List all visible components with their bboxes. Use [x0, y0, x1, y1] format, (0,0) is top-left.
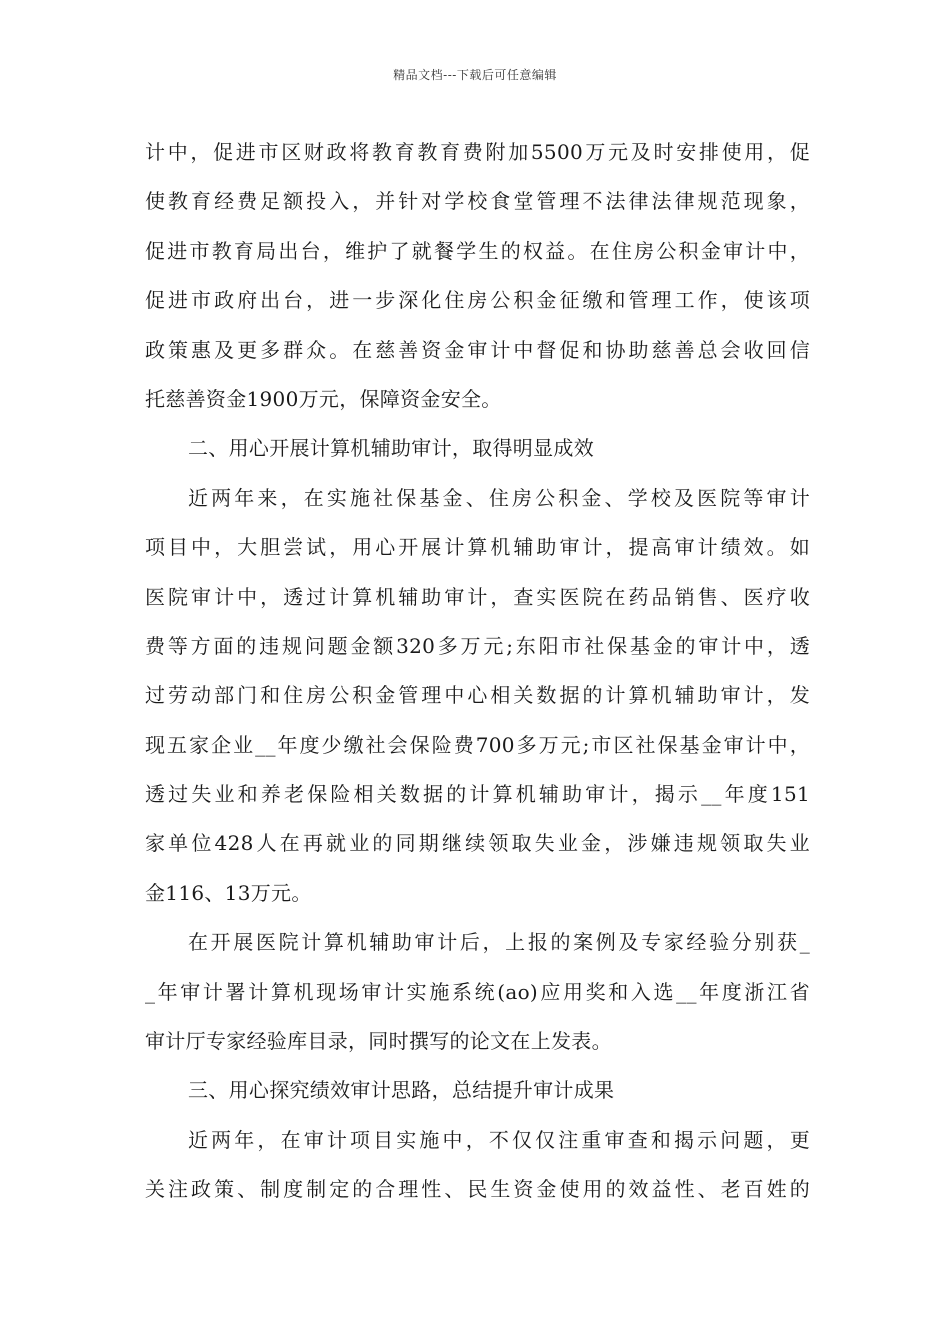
text-line: 项目中，大胆尝试，用心开展计算机辅助审计，提高审计绩效。如 — [145, 535, 810, 560]
text-line: _年审计署计算机现场审计实施系统(ao)应用奖和入选__年度浙江省 — [145, 979, 810, 1004]
text-line: 托慈善资金1900万元，保障资金安全。 — [145, 386, 502, 411]
text-line: 关注政策、制度制定的合理性、民生资金使用的效益性、老百姓的 — [145, 1177, 810, 1202]
text-line: 医院审计中，透过计算机辅助审计，查实医院在药品销售、医疗收 — [145, 584, 810, 609]
text-line: 现五家企业__年度少缴社会保险费700多万元;市区社保基金审计中， — [145, 732, 810, 757]
text-line: 透过失业和养老保险相关数据的计算机辅助审计，揭示__年度151 — [145, 782, 810, 807]
text-line: 使教育经费足额投入，并针对学校食堂管理不法律法律规范现象， — [145, 189, 810, 214]
text-line: 计中，促进市区财政将教育教育费附加5500万元及时安排使用，促 — [145, 140, 810, 164]
text-line: 在开展医院计算机辅助审计后，上报的案例及专家经验分别获_ — [188, 930, 810, 955]
text-line: 促进市政府出台，进一步深化住房公积金征缴和管理工作，使该项 — [145, 288, 810, 313]
text-line: 三、用心探究绩效审计思路，总结提升审计成果 — [188, 1078, 615, 1103]
text-line: 近两年，在审计项目实施中，不仅仅注重审查和揭示问题，更 — [188, 1127, 810, 1152]
text-line: 近两年来，在实施社保基金、住房公积金、学校及医院等审计 — [188, 485, 810, 510]
body-text — [145, 128, 810, 1215]
text-line: 金116、13万元。 — [145, 880, 312, 905]
text-line: 家单位428人在再就业的同期继续领取失业金，涉嫌违规领取失业 — [145, 831, 810, 856]
text-line: 政策惠及更多群众。在慈善资金审计中督促和协助慈善总会收回信 — [145, 337, 810, 362]
text-line: 审计厅专家经验库目录，同时撰写的论文在上发表。 — [145, 1029, 612, 1054]
text-line: 促进市教育局出台，维护了就餐学生的权益。在住房公积金审计中， — [145, 238, 810, 263]
text-line: 过劳动部门和住房公积金管理中心相关数据的计算机辅助审计，发 — [145, 683, 810, 708]
text-line: 费等方面的违规问题金额320多万元;东阳市社保基金的审计中，透 — [145, 633, 810, 658]
text-line: 二、用心开展计算机辅助审计，取得明显成效 — [188, 436, 594, 461]
running-header: 精品文档---下载后可任意编辑 — [393, 68, 557, 82]
